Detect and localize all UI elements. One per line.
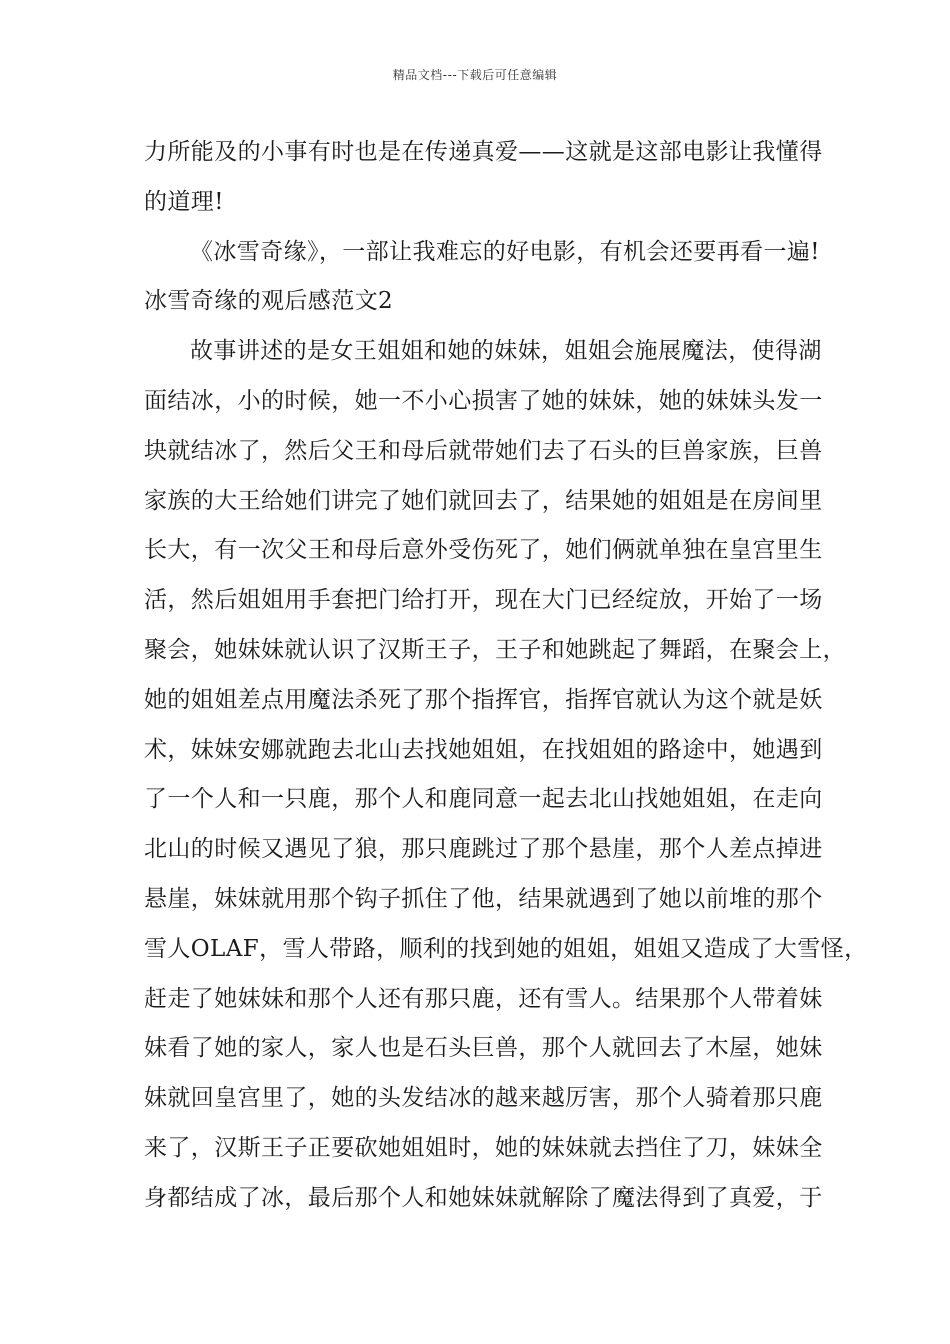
text-line: 悬崖，妹妹就用那个钩子抓住了他，结果就遇到了她以前堆的那个 <box>144 885 823 912</box>
text-line: 了一个人和一只鹿，那个人和鹿同意一起去北山找她姐姐，在走向 <box>144 786 823 813</box>
text-line: 妹就回皇宫里了，她的头发结冰的越来越厉害，那个人骑着那只鹿 <box>144 1085 823 1112</box>
text-line: 赶走了她妹妹和那个人还有那只鹿，还有雪人。结果那个人带着妹 <box>144 985 823 1012</box>
text-line: 力所能及的小事有时也是在传递真爱——这就是这部电影让我懂得 <box>144 139 823 165</box>
text-line: 来了，汉斯王子正要砍她姐姐时，她的妹妹就去挡住了刀，妹妹全 <box>144 1134 823 1161</box>
text-line: 北山的时候又遇见了狼，那只鹿跳过了那个悬崖，那个人差点掉进 <box>144 836 823 863</box>
text-line: 聚会，她妹妹就认识了汉斯王子，王子和她跳起了舞蹈，在聚会上， <box>144 636 846 663</box>
text-line: 身都结成了冰，最后那个人和她妹妹就解除了魔法得到了真爱，于 <box>144 1184 823 1211</box>
text-line: 术，妹妹安娜就跑去北山去找她姐姐，在找姐姐的路途中，她遇到 <box>144 736 823 763</box>
text-line: 妹看了她的家人，家人也是石头巨兽，那个人就回去了木屋，她妹 <box>144 1035 823 1062</box>
text-line: 长大，有一次父王和母后意外受伤死了，她们俩就单独在皇宫里生 <box>144 537 823 564</box>
document-body <box>144 128 868 1224</box>
text-line: 面结冰，小的时候，她一不小心损害了她的妹妹，她的妹妹头发一 <box>144 387 823 414</box>
section-title: 冰雪奇缘的观后感范文2 <box>144 288 394 315</box>
text-line: 活，然后姐姐用手套把门给打开，现在大门已经绽放，开始了一场 <box>144 587 823 614</box>
text-line: 雪人OLAF，雪人带路，顺利的找到她的姐姐，姐姐又造成了大雪怪， <box>144 935 868 962</box>
text-line: 家族的大王给她们讲完了她们就回去了，结果她的姐姐是在房间里 <box>144 487 823 514</box>
page-header: 精品文档---下载后可任意编辑 <box>392 68 558 82</box>
text-line: 的道理! <box>144 188 224 215</box>
text-line: 块就结冰了，然后父王和母后就带她们去了石头的巨兽家族，巨兽 <box>144 437 823 464</box>
text-line: 《冰雪奇缘》，一部让我难忘的好电影，有机会还要再看一遍! <box>190 238 820 265</box>
text-line: 故事讲述的是女王姐姐和她的妹妹，姐姐会施展魔法，使得湖 <box>190 338 822 365</box>
text-line: 她的姐姐差点用魔法杀死了那个指挥官，指挥官就认为这个就是妖 <box>144 686 823 713</box>
